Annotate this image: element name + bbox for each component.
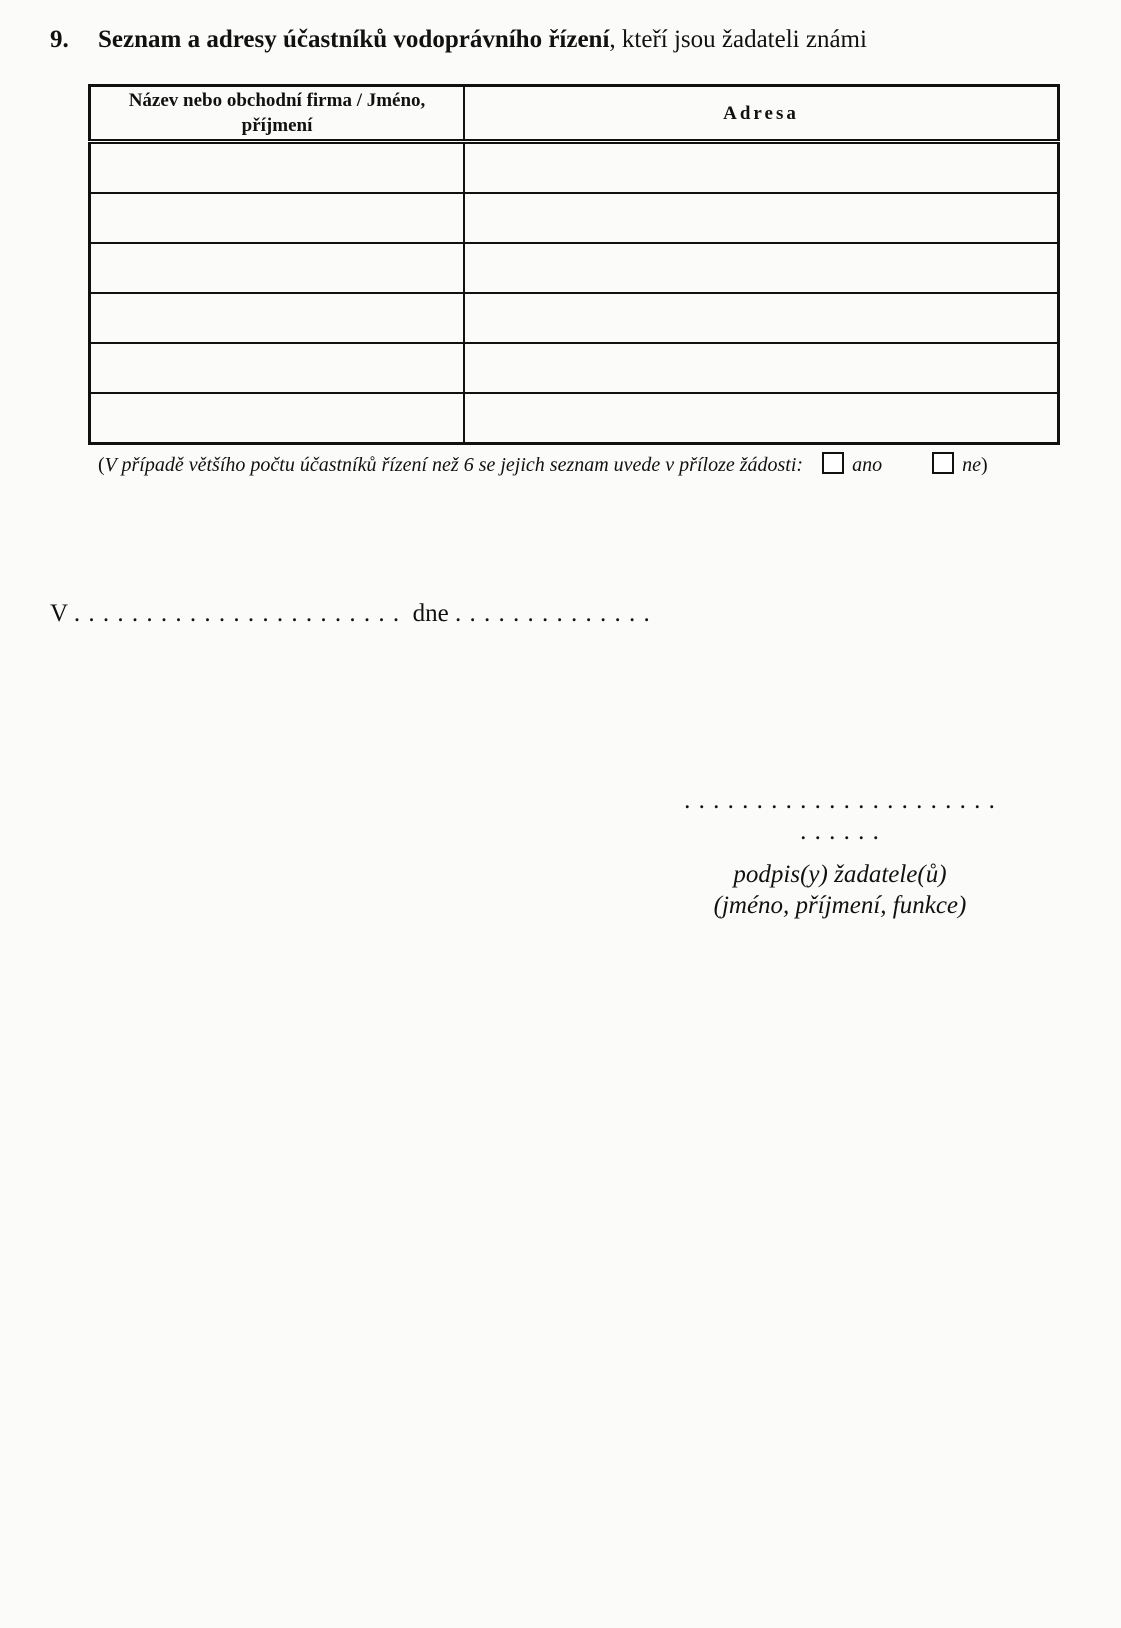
- section-title-rest: , kteří jsou žadateli známi: [609, 26, 867, 53]
- table-row: [90, 243, 1059, 293]
- name-cell[interactable]: [90, 193, 465, 243]
- note-open-paren: (: [98, 454, 105, 476]
- header-address: Adresa: [464, 86, 1059, 142]
- name-cell[interactable]: [90, 343, 465, 393]
- participants-table: [88, 84, 1060, 445]
- table-row: [90, 293, 1059, 343]
- note-close-paren: ): [980, 454, 988, 476]
- address-cell[interactable]: [464, 142, 1059, 194]
- attachment-note: [98, 452, 988, 477]
- name-cell[interactable]: [90, 142, 465, 194]
- address-cell[interactable]: [464, 293, 1059, 343]
- signature-sublabel: (jméno, příjmení, funkce): [713, 892, 967, 919]
- name-cell[interactable]: [90, 293, 465, 343]
- name-cell[interactable]: [90, 393, 465, 444]
- date-field[interactable]: . . . . . . . . . . . . . .: [454, 600, 651, 627]
- table-row: [90, 343, 1059, 393]
- no-label: ne: [962, 454, 981, 476]
- address-cell[interactable]: [464, 343, 1059, 393]
- table-row: [90, 393, 1059, 444]
- no-checkbox[interactable]: [932, 452, 954, 474]
- section-number: 9.: [50, 26, 69, 53]
- place-field[interactable]: . . . . . . . . . . . . . . . . . . . . . . .: [73, 600, 401, 627]
- place-prefix: V: [50, 600, 68, 627]
- signature-block: [680, 785, 1000, 921]
- name-cell[interactable]: [90, 243, 465, 293]
- address-cell[interactable]: [464, 243, 1059, 293]
- signature-field[interactable]: . . . . . . . . . . . . . . . . . . . . . . . . . . . .: [684, 787, 996, 845]
- signature-label: podpis(y) žadatele(ů): [733, 861, 947, 888]
- date-label: dne: [412, 600, 449, 627]
- address-cell[interactable]: [464, 393, 1059, 444]
- table-row: [90, 193, 1059, 243]
- header-name: Název nebo obchodní firma / Jméno, příjmení: [90, 86, 465, 142]
- yes-checkbox[interactable]: [822, 452, 844, 474]
- yes-label: ano: [852, 454, 883, 476]
- section-heading: [50, 26, 867, 54]
- section-title-bold: Seznam a adresy účastníků vodoprávního řízení: [98, 26, 610, 53]
- table-row: [90, 142, 1059, 194]
- note-text: V případě většího počtu účastníků řízení než 6 se jejich seznam uvede v příloze žádosti:: [104, 454, 804, 476]
- place-date-line: [50, 600, 651, 628]
- address-cell[interactable]: [464, 193, 1059, 243]
